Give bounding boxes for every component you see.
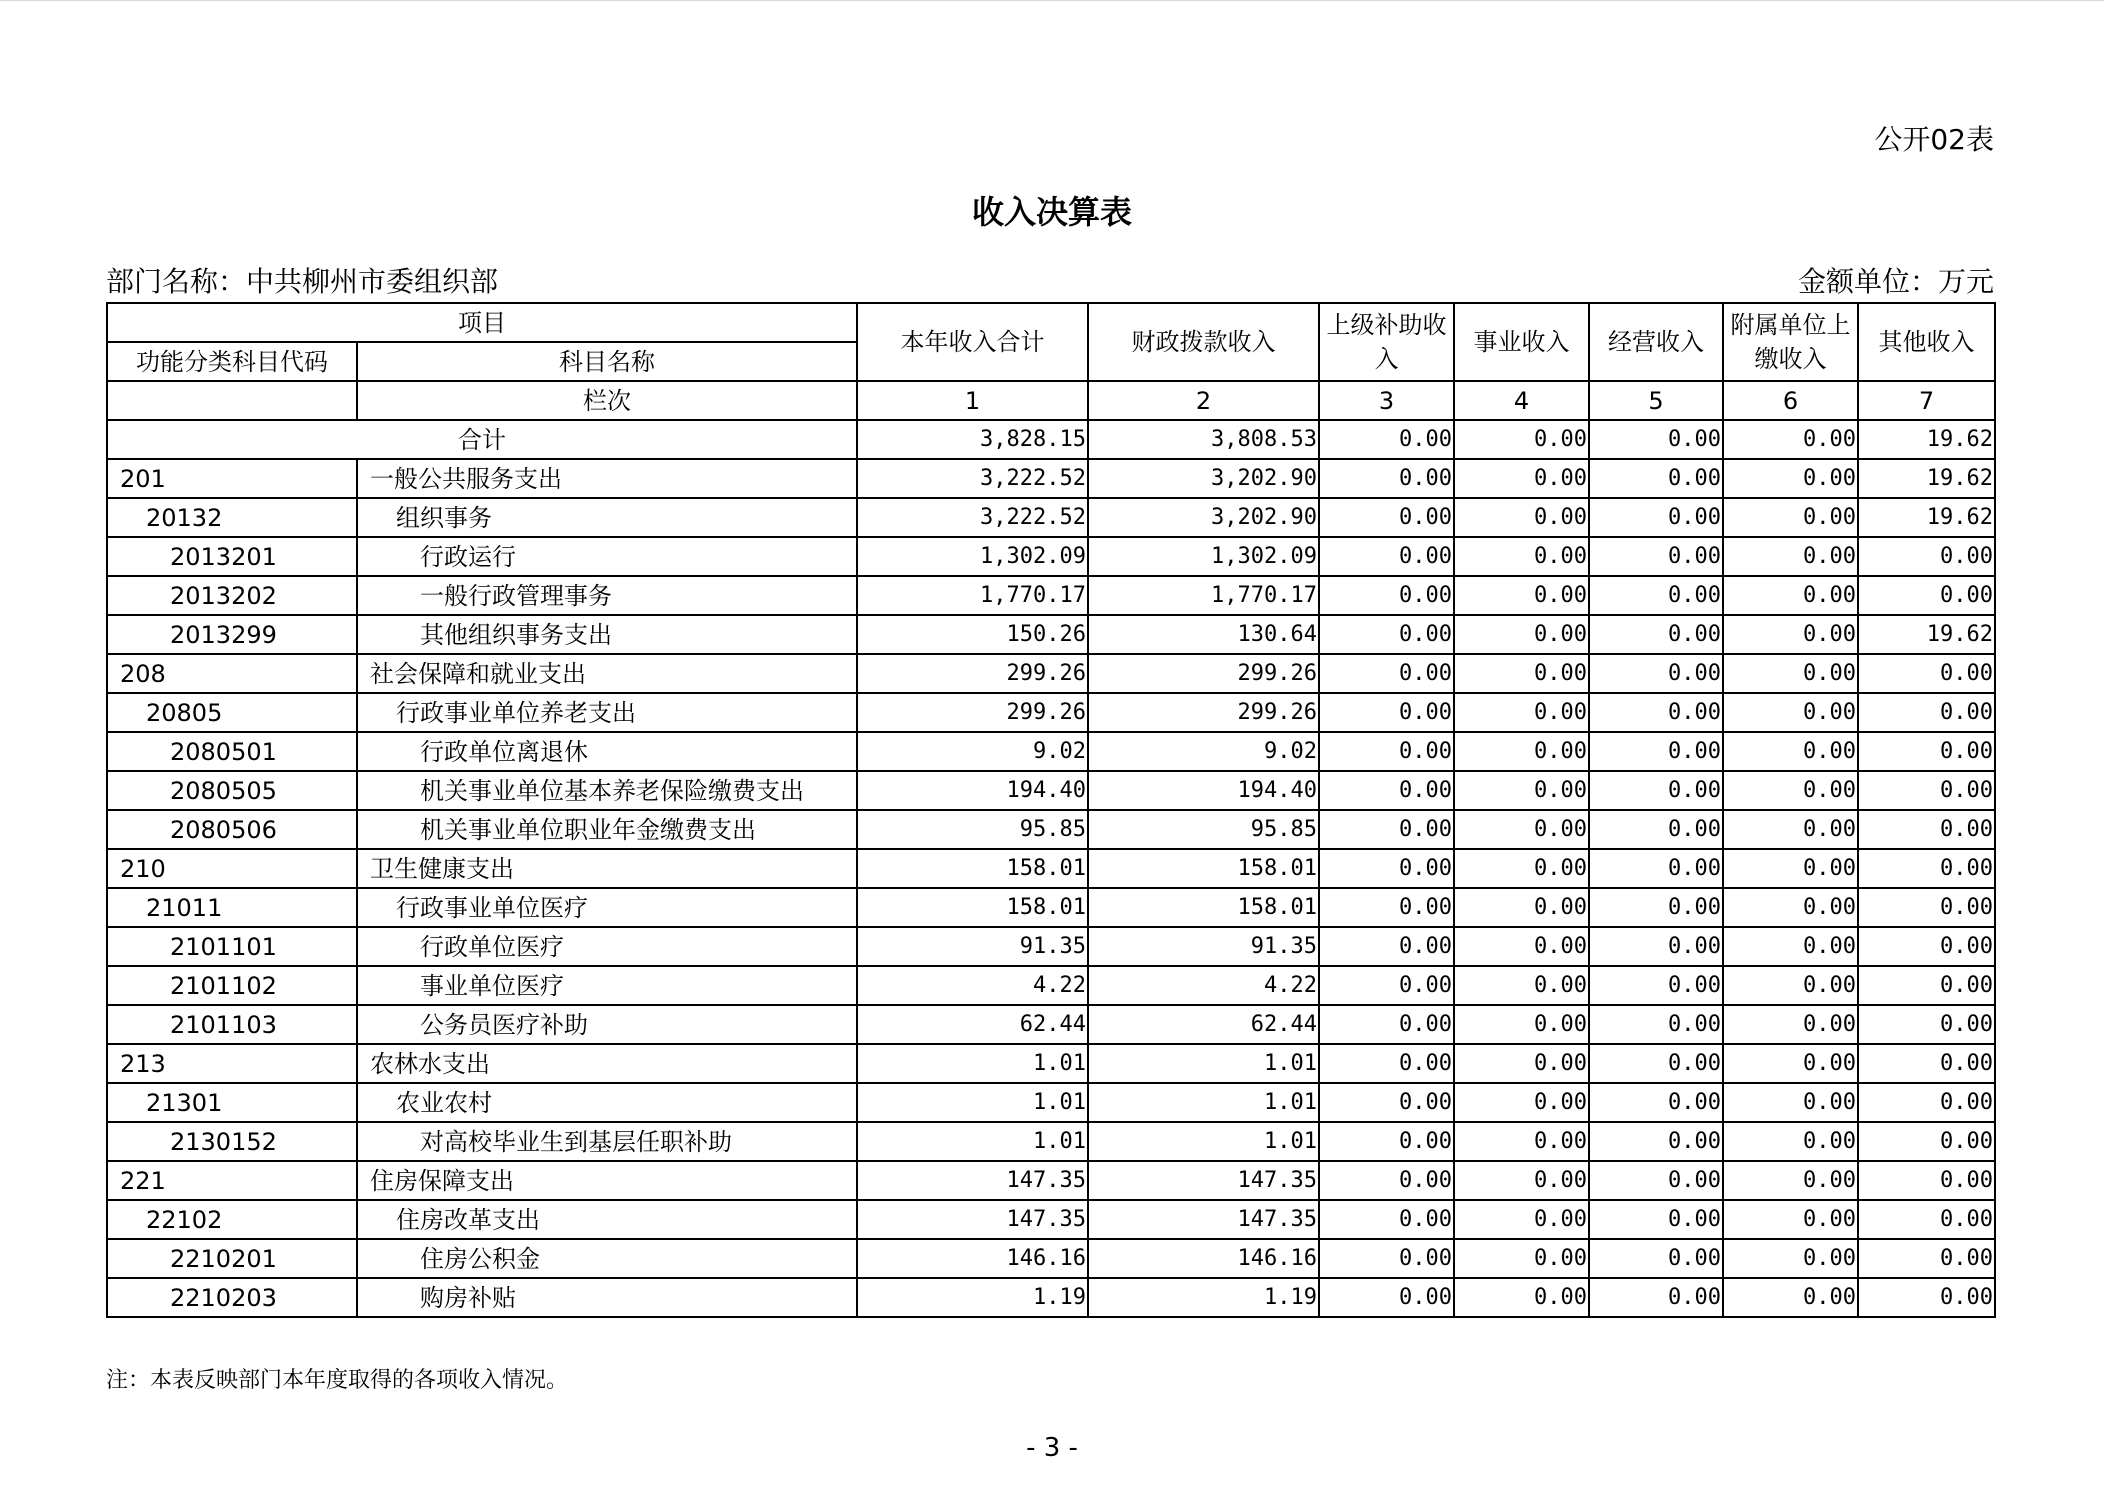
amount-cell: 0.00 (1723, 810, 1858, 849)
amount-cell: 0.00 (1454, 459, 1589, 498)
amount-cell: 299.26 (1088, 654, 1319, 693)
total-value: 3,828.15 (857, 420, 1088, 459)
amount-cell: 1.01 (1088, 1122, 1319, 1161)
amount-cell: 0.00 (1858, 1239, 1995, 1278)
amount-cell: 0.00 (1723, 654, 1858, 693)
function-code: 210 (107, 849, 357, 888)
amount-cell: 4.22 (1088, 966, 1319, 1005)
amount-cell: 1,770.17 (1088, 576, 1319, 615)
subject-name: 对高校毕业生到基层任职补助 (357, 1122, 857, 1161)
amount-cell: 1,302.09 (1088, 537, 1319, 576)
amount-cell: 0.00 (1589, 459, 1723, 498)
amount-cell: 0.00 (1858, 1278, 1995, 1317)
amount-cell: 0.00 (1723, 1005, 1858, 1044)
function-code: 2013202 (107, 576, 357, 615)
amount-cell: 146.16 (1088, 1239, 1319, 1278)
amount-cell: 0.00 (1454, 849, 1589, 888)
function-code: 21011 (107, 888, 357, 927)
amount-cell: 1,770.17 (857, 576, 1088, 615)
amount-cell: 0.00 (1858, 693, 1995, 732)
amount-cell: 0.00 (1589, 810, 1723, 849)
amount-cell: 0.00 (1589, 927, 1723, 966)
table-row (107, 966, 1995, 1005)
amount-cell: 0.00 (1319, 771, 1454, 810)
function-code: 2210201 (107, 1239, 357, 1278)
subject-name: 机关事业单位基本养老保险缴费支出 (357, 771, 857, 810)
amount-cell: 194.40 (857, 771, 1088, 810)
amount-cell: 0.00 (1723, 459, 1858, 498)
amount-cell: 0.00 (1858, 1122, 1995, 1161)
subject-name: 行政事业单位养老支出 (357, 693, 857, 732)
amount-cell: 0.00 (1858, 576, 1995, 615)
function-code: 2080505 (107, 771, 357, 810)
subject-name: 行政单位离退休 (357, 732, 857, 771)
col-number: 6 (1723, 381, 1858, 420)
amount-cell: 0.00 (1319, 1161, 1454, 1200)
col-number: 4 (1454, 381, 1589, 420)
amount-cell: 1.01 (857, 1044, 1088, 1083)
amount-cell: 0.00 (1723, 732, 1858, 771)
table-row (107, 927, 1995, 966)
table-row (107, 654, 1995, 693)
amount-cell: 0.00 (1723, 771, 1858, 810)
header-col-operating: 经营收入 (1589, 303, 1723, 381)
amount-cell: 0.00 (1454, 1239, 1589, 1278)
amount-cell: 0.00 (1723, 1044, 1858, 1083)
subject-name: 卫生健康支出 (357, 849, 857, 888)
header-col-business: 事业收入 (1454, 303, 1589, 381)
col-number: 2 (1088, 381, 1319, 420)
amount-cell: 0.00 (1454, 693, 1589, 732)
amount-cell: 0.00 (1454, 927, 1589, 966)
amount-cell: 0.00 (1858, 888, 1995, 927)
amount-cell: 1,302.09 (857, 537, 1088, 576)
amount-cell: 146.16 (857, 1239, 1088, 1278)
amount-cell: 3,202.90 (1088, 459, 1319, 498)
total-value: 0.00 (1319, 420, 1454, 459)
amount-cell: 0.00 (1589, 1278, 1723, 1317)
amount-cell: 0.00 (1723, 693, 1858, 732)
amount-cell: 0.00 (1858, 537, 1995, 576)
amount-cell: 0.00 (1454, 537, 1589, 576)
amount-cell: 0.00 (1319, 927, 1454, 966)
table-row (107, 1044, 1995, 1083)
header-item: 项目 (107, 303, 857, 342)
amount-cell: 0.00 (1589, 966, 1723, 1005)
amount-cell: 0.00 (1454, 1083, 1589, 1122)
amount-cell: 1.01 (857, 1122, 1088, 1161)
col-number: 5 (1589, 381, 1723, 420)
amount-cell: 158.01 (1088, 849, 1319, 888)
header-col-total: 本年收入合计 (857, 303, 1088, 381)
function-code: 208 (107, 654, 357, 693)
amount-cell: 0.00 (1858, 654, 1995, 693)
amount-cell: 0.00 (1858, 732, 1995, 771)
amount-cell: 0.00 (1723, 1083, 1858, 1122)
subject-name: 事业单位医疗 (357, 966, 857, 1005)
amount-cell: 299.26 (857, 693, 1088, 732)
table-body (107, 459, 1995, 1317)
amount-cell: 0.00 (1589, 1239, 1723, 1278)
amount-cell: 1.19 (1088, 1278, 1319, 1317)
total-value: 19.62 (1858, 420, 1995, 459)
table-row (107, 1005, 1995, 1044)
amount-cell: 19.62 (1858, 615, 1995, 654)
function-code: 2210203 (107, 1278, 357, 1317)
table-row (107, 849, 1995, 888)
amount-cell: 0.00 (1858, 1161, 1995, 1200)
amount-cell: 0.00 (1723, 1200, 1858, 1239)
function-code: 21301 (107, 1083, 357, 1122)
header-col-other: 其他收入 (1858, 303, 1995, 381)
amount-cell: 0.00 (1723, 966, 1858, 1005)
amount-cell: 3,202.90 (1088, 498, 1319, 537)
amount-cell: 0.00 (1319, 537, 1454, 576)
function-code: 22102 (107, 1200, 357, 1239)
amount-cell: 0.00 (1723, 927, 1858, 966)
department-name: 部门名称：中共柳州市委组织部 (106, 265, 499, 298)
top-border (0, 0, 2104, 1)
amount-cell: 0.00 (1589, 576, 1723, 615)
function-code: 201 (107, 459, 357, 498)
table-row (107, 1122, 1995, 1161)
table-row (107, 537, 1995, 576)
amount-cell: 194.40 (1088, 771, 1319, 810)
table-row (107, 1083, 1995, 1122)
amount-cell: 91.35 (857, 927, 1088, 966)
amount-cell: 0.00 (1319, 693, 1454, 732)
amount-cell: 0.00 (1454, 1005, 1589, 1044)
function-code: 2101103 (107, 1005, 357, 1044)
amount-cell: 0.00 (1319, 459, 1454, 498)
amount-cell: 0.00 (1723, 537, 1858, 576)
total-value: 0.00 (1723, 420, 1858, 459)
amount-cell: 0.00 (1454, 888, 1589, 927)
amount-cell: 0.00 (1589, 771, 1723, 810)
amount-cell: 150.26 (857, 615, 1088, 654)
table-note: 注：本表反映部门本年度取得的各项收入情况。 (106, 1368, 569, 1393)
amount-cell: 3,222.52 (857, 459, 1088, 498)
total-value: 0.00 (1589, 420, 1723, 459)
amount-cell: 0.00 (1454, 1122, 1589, 1161)
amount-cell: 0.00 (1589, 1083, 1723, 1122)
amount-cell: 0.00 (1319, 1083, 1454, 1122)
amount-cell: 0.00 (1723, 1122, 1858, 1161)
total-value: 3,808.53 (1088, 420, 1319, 459)
amount-cell: 1.01 (857, 1083, 1088, 1122)
amount-cell: 0.00 (1589, 615, 1723, 654)
subject-name: 机关事业单位职业年金缴费支出 (357, 810, 857, 849)
subject-name: 一般行政管理事务 (357, 576, 857, 615)
amount-cell: 147.35 (857, 1161, 1088, 1200)
total-value: 0.00 (1454, 420, 1589, 459)
amount-cell: 158.01 (857, 888, 1088, 927)
amount-cell: 0.00 (1319, 1278, 1454, 1317)
function-code: 2013201 (107, 537, 357, 576)
amount-cell: 0.00 (1319, 732, 1454, 771)
total-label: 合计 (107, 420, 857, 459)
amount-cell: 0.00 (1589, 693, 1723, 732)
amount-cell: 3,222.52 (857, 498, 1088, 537)
col-number: 7 (1858, 381, 1995, 420)
table-row (107, 810, 1995, 849)
amount-cell: 0.00 (1319, 1239, 1454, 1278)
income-statement-table (106, 302, 1996, 1318)
amount-cell: 19.62 (1858, 498, 1995, 537)
amount-cell: 0.00 (1454, 576, 1589, 615)
header-col-affiliated: 附属单位上缴收入 (1723, 303, 1858, 381)
function-code: 2013299 (107, 615, 357, 654)
header-col-fiscal: 财政拨款收入 (1088, 303, 1319, 381)
table-row (107, 732, 1995, 771)
amount-cell: 0.00 (1319, 1122, 1454, 1161)
amount-cell: 0.00 (1858, 1044, 1995, 1083)
amount-cell: 95.85 (1088, 810, 1319, 849)
subject-name: 社会保障和就业支出 (357, 654, 857, 693)
function-code: 2101101 (107, 927, 357, 966)
amount-cell: 91.35 (1088, 927, 1319, 966)
table-code: 公开02表 (1874, 123, 1994, 156)
col-number: 3 (1319, 381, 1454, 420)
amount-cell: 0.00 (1589, 1161, 1723, 1200)
amount-cell: 0.00 (1723, 615, 1858, 654)
amount-cell: 0.00 (1589, 537, 1723, 576)
subject-name: 购房补贴 (357, 1278, 857, 1317)
table-row (107, 888, 1995, 927)
amount-cell: 0.00 (1723, 888, 1858, 927)
amount-cell: 158.01 (857, 849, 1088, 888)
amount-cell: 0.00 (1858, 1200, 1995, 1239)
amount-cell: 19.62 (1858, 459, 1995, 498)
table-row (107, 1278, 1995, 1317)
table-row (107, 576, 1995, 615)
amount-cell: 62.44 (1088, 1005, 1319, 1044)
header-col-index-label: 栏次 (357, 381, 857, 420)
subject-name: 农林水支出 (357, 1044, 857, 1083)
amount-cell: 147.35 (1088, 1161, 1319, 1200)
amount-cell: 0.00 (1454, 771, 1589, 810)
subject-name: 一般公共服务支出 (357, 459, 857, 498)
amount-cell: 0.00 (1858, 810, 1995, 849)
amount-cell: 0.00 (1319, 576, 1454, 615)
subject-name: 住房保障支出 (357, 1161, 857, 1200)
header-blank-cell (107, 381, 357, 420)
amount-cell: 0.00 (1454, 654, 1589, 693)
function-code: 20132 (107, 498, 357, 537)
amount-cell: 0.00 (1723, 849, 1858, 888)
amount-cell: 0.00 (1723, 1161, 1858, 1200)
amount-cell: 1.01 (1088, 1044, 1319, 1083)
amount-cell: 0.00 (1454, 615, 1589, 654)
amount-cell: 0.00 (1319, 966, 1454, 1005)
amount-cell: 299.26 (857, 654, 1088, 693)
amount-cell: 1.01 (1088, 1083, 1319, 1122)
subject-name: 组织事务 (357, 498, 857, 537)
function-code: 2130152 (107, 1122, 357, 1161)
subject-name: 公务员医疗补助 (357, 1005, 857, 1044)
amount-cell: 0.00 (1454, 732, 1589, 771)
subject-name: 农业农村 (357, 1083, 857, 1122)
amount-cell: 0.00 (1589, 1005, 1723, 1044)
amount-cell: 0.00 (1454, 498, 1589, 537)
amount-cell: 0.00 (1319, 498, 1454, 537)
amount-cell: 130.64 (1088, 615, 1319, 654)
amount-cell: 299.26 (1088, 693, 1319, 732)
amount-cell: 95.85 (857, 810, 1088, 849)
header-subject-name: 科目名称 (357, 342, 857, 381)
amount-cell: 0.00 (1589, 888, 1723, 927)
amount-cell: 0.00 (1454, 966, 1589, 1005)
amount-cell: 0.00 (1454, 810, 1589, 849)
table-row (107, 693, 1995, 732)
amount-cell: 0.00 (1454, 1278, 1589, 1317)
amount-cell: 0.00 (1589, 1200, 1723, 1239)
amount-cell: 62.44 (857, 1005, 1088, 1044)
col-number: 1 (857, 381, 1088, 420)
amount-cell: 0.00 (1589, 654, 1723, 693)
header-col-superior-subsidy: 上级补助收入 (1319, 303, 1454, 381)
table-row (107, 1200, 1995, 1239)
subject-name: 其他组织事务支出 (357, 615, 857, 654)
amount-cell: 0.00 (1723, 498, 1858, 537)
amount-cell: 0.00 (1319, 888, 1454, 927)
subject-name: 行政单位医疗 (357, 927, 857, 966)
subject-name: 住房改革支出 (357, 1200, 857, 1239)
table-row (107, 459, 1995, 498)
page-title: 收入决算表 (971, 193, 1132, 231)
table-row (107, 498, 1995, 537)
total-row (107, 420, 1995, 459)
amount-cell: 0.00 (1858, 927, 1995, 966)
subject-name: 行政事业单位医疗 (357, 888, 857, 927)
amount-cell: 0.00 (1454, 1161, 1589, 1200)
amount-cell: 0.00 (1319, 1044, 1454, 1083)
function-code: 2080506 (107, 810, 357, 849)
amount-cell: 0.00 (1723, 576, 1858, 615)
amount-cell: 0.00 (1589, 1044, 1723, 1083)
amount-cell: 0.00 (1319, 654, 1454, 693)
function-code: 221 (107, 1161, 357, 1200)
table-row (107, 771, 1995, 810)
amount-cell: 147.35 (1088, 1200, 1319, 1239)
function-code: 2080501 (107, 732, 357, 771)
amount-cell: 0.00 (1454, 1200, 1589, 1239)
amount-cell: 147.35 (857, 1200, 1088, 1239)
function-code: 213 (107, 1044, 357, 1083)
amount-cell: 9.02 (857, 732, 1088, 771)
amount-cell: 9.02 (1088, 732, 1319, 771)
amount-cell: 0.00 (1858, 849, 1995, 888)
amount-cell: 0.00 (1858, 1005, 1995, 1044)
amount-cell: 0.00 (1723, 1239, 1858, 1278)
amount-cell: 4.22 (857, 966, 1088, 1005)
table-row (107, 615, 1995, 654)
amount-cell: 158.01 (1088, 888, 1319, 927)
subject-name: 住房公积金 (357, 1239, 857, 1278)
table-row (107, 1239, 1995, 1278)
amount-cell: 1.19 (857, 1278, 1088, 1317)
amount-cell: 0.00 (1858, 771, 1995, 810)
table-row (107, 1161, 1995, 1200)
amount-cell: 0.00 (1319, 1200, 1454, 1239)
amount-cell: 0.00 (1589, 732, 1723, 771)
function-code: 2101102 (107, 966, 357, 1005)
amount-unit: 金额单位：万元 (1797, 265, 1994, 298)
page-number: - 3 - (1026, 1433, 1078, 1463)
amount-cell: 0.00 (1858, 966, 1995, 1005)
amount-cell: 0.00 (1319, 1005, 1454, 1044)
amount-cell: 0.00 (1723, 1278, 1858, 1317)
amount-cell: 0.00 (1319, 849, 1454, 888)
amount-cell: 0.00 (1319, 615, 1454, 654)
amount-cell: 0.00 (1589, 849, 1723, 888)
amount-cell: 0.00 (1589, 1122, 1723, 1161)
header-func-code: 功能分类科目代码 (107, 342, 357, 381)
amount-cell: 0.00 (1589, 498, 1723, 537)
function-code: 20805 (107, 693, 357, 732)
subject-name: 行政运行 (357, 537, 857, 576)
amount-cell: 0.00 (1454, 1044, 1589, 1083)
amount-cell: 0.00 (1319, 810, 1454, 849)
amount-cell: 0.00 (1858, 1083, 1995, 1122)
